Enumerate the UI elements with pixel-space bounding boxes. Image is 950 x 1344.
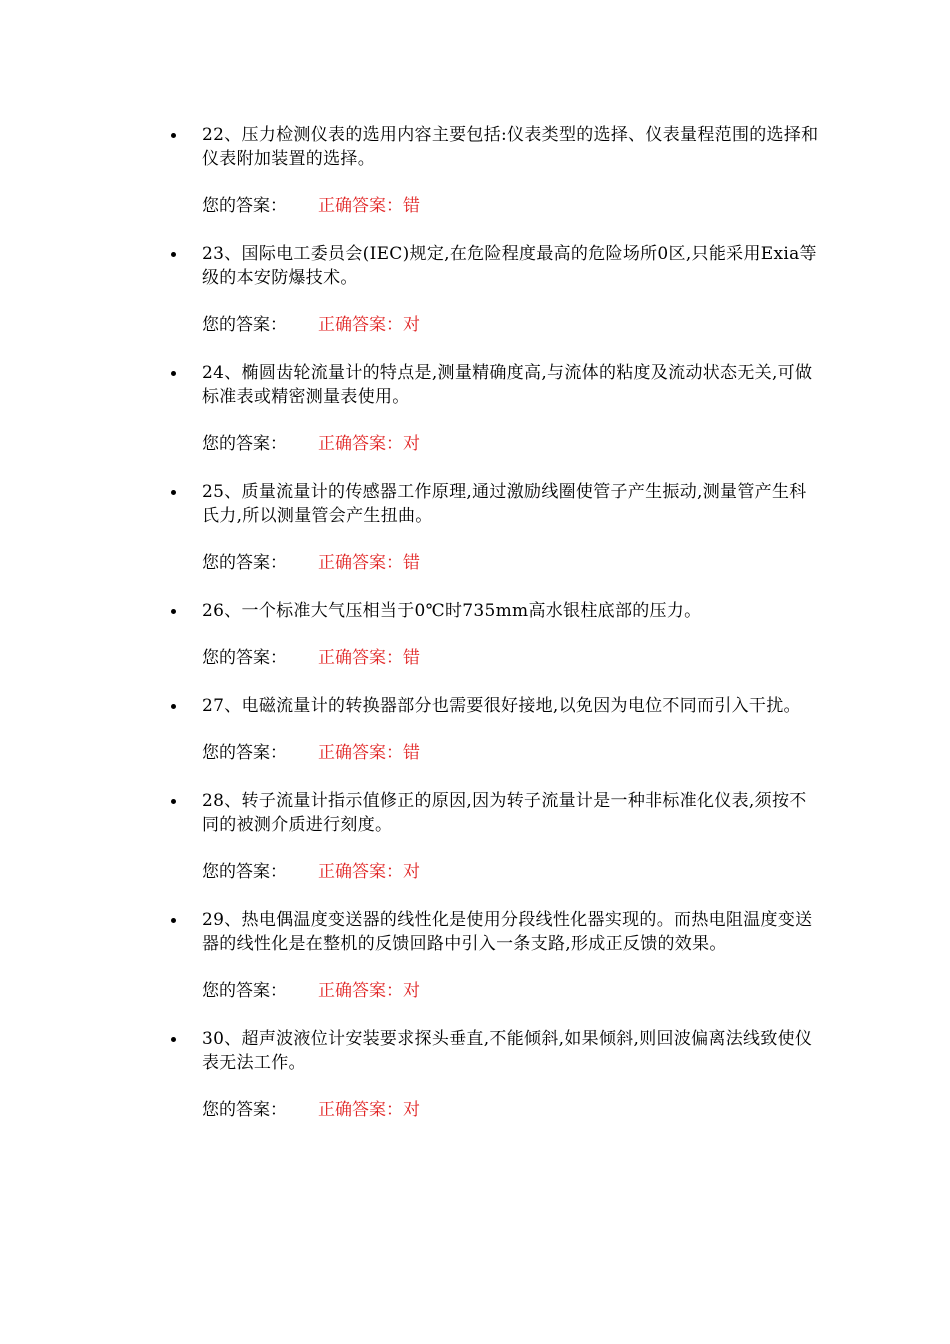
answer-line — [202, 979, 820, 1003]
your-answer-label: 您的答案： — [202, 743, 287, 763]
bullet-icon — [171, 1037, 176, 1042]
your-answer-label: 您的答案： — [202, 862, 287, 882]
answer-line — [202, 1098, 820, 1122]
question-text: 28、转子流量计指示值修正的原因,因为转子流量计是一种非标准化仪表,须按不同的被测介质进行刻度。 — [202, 791, 807, 835]
question-item-27 — [170, 694, 820, 765]
your-answer-label: 您的答案： — [202, 196, 287, 216]
bullet-icon — [171, 704, 176, 709]
answer-line — [202, 313, 820, 337]
your-answer-label: 您的答案： — [202, 553, 287, 573]
answer-line — [202, 432, 820, 456]
bullet-icon — [171, 609, 176, 614]
answer-line — [202, 194, 820, 218]
correct-answer: 正确答案：错 — [318, 743, 420, 763]
bullet-icon — [171, 490, 176, 495]
your-answer-label: 您的答案： — [202, 981, 287, 1001]
question-item-25 — [170, 480, 820, 575]
question-text: 23、国际电工委员会(IEC)规定,在危险程度最高的危险场所0区,只能采用Exia等级的本安防爆技术。 — [202, 244, 817, 288]
correct-answer: 正确答案：错 — [318, 196, 420, 216]
answer-line — [202, 741, 820, 765]
correct-answer: 正确答案：对 — [318, 862, 420, 882]
bullet-icon — [171, 799, 176, 804]
question-item-30 — [170, 1027, 820, 1122]
question-item-29 — [170, 908, 820, 1003]
question-text: 24、椭圆齿轮流量计的特点是,测量精确度高,与流体的粘度及流动状态无关,可做标准表或精密测量表使用。 — [202, 363, 813, 407]
question-text: 29、热电偶温度变送器的线性化是使用分段线性化器实现的。而热电阻温度变送器的线性化是在整机的反馈回路中引入一条支路,形成正反馈的效果。 — [202, 910, 813, 954]
correct-answer: 正确答案：对 — [318, 1100, 420, 1120]
question-list — [170, 123, 820, 1122]
your-answer-label: 您的答案： — [202, 315, 287, 335]
correct-answer: 正确答案：对 — [318, 315, 420, 335]
question-text: 22、压力检测仪表的选用内容主要包括:仪表类型的选择、仪表量程范围的选择和仪表附加装置的选择。 — [202, 125, 819, 169]
correct-answer: 正确答案：对 — [318, 434, 420, 454]
question-item-23 — [170, 242, 820, 337]
question-item-28 — [170, 789, 820, 884]
question-text: 25、质量流量计的传感器工作原理,通过激励线圈使管子产生振动,测量管产生科氏力,所以测量管会产生扭曲。 — [202, 482, 807, 526]
correct-answer: 正确答案：错 — [318, 648, 420, 668]
your-answer-label: 您的答案： — [202, 648, 287, 668]
question-item-26 — [170, 599, 820, 670]
question-text: 26、一个标准大气压相当于0℃时735mm高水银柱底部的压力。 — [202, 601, 702, 621]
your-answer-label: 您的答案： — [202, 1100, 287, 1120]
question-item-22 — [170, 123, 820, 218]
correct-answer: 正确答案：对 — [318, 981, 420, 1001]
answer-line — [202, 860, 820, 884]
correct-answer: 正确答案：错 — [318, 553, 420, 573]
bullet-icon — [171, 918, 176, 923]
your-answer-label: 您的答案： — [202, 434, 287, 454]
question-item-24 — [170, 361, 820, 456]
bullet-icon — [171, 133, 176, 138]
bullet-icon — [171, 371, 176, 376]
answer-line — [202, 551, 820, 575]
question-text: 27、电磁流量计的转换器部分也需要很好接地,以免因为电位不同而引入干扰。 — [202, 696, 801, 716]
answer-line — [202, 646, 820, 670]
question-text: 30、超声波液位计安装要求探头垂直,不能倾斜,如果倾斜,则回波偏离法线致使仪表无法工作。 — [202, 1029, 813, 1073]
bullet-icon — [171, 252, 176, 257]
